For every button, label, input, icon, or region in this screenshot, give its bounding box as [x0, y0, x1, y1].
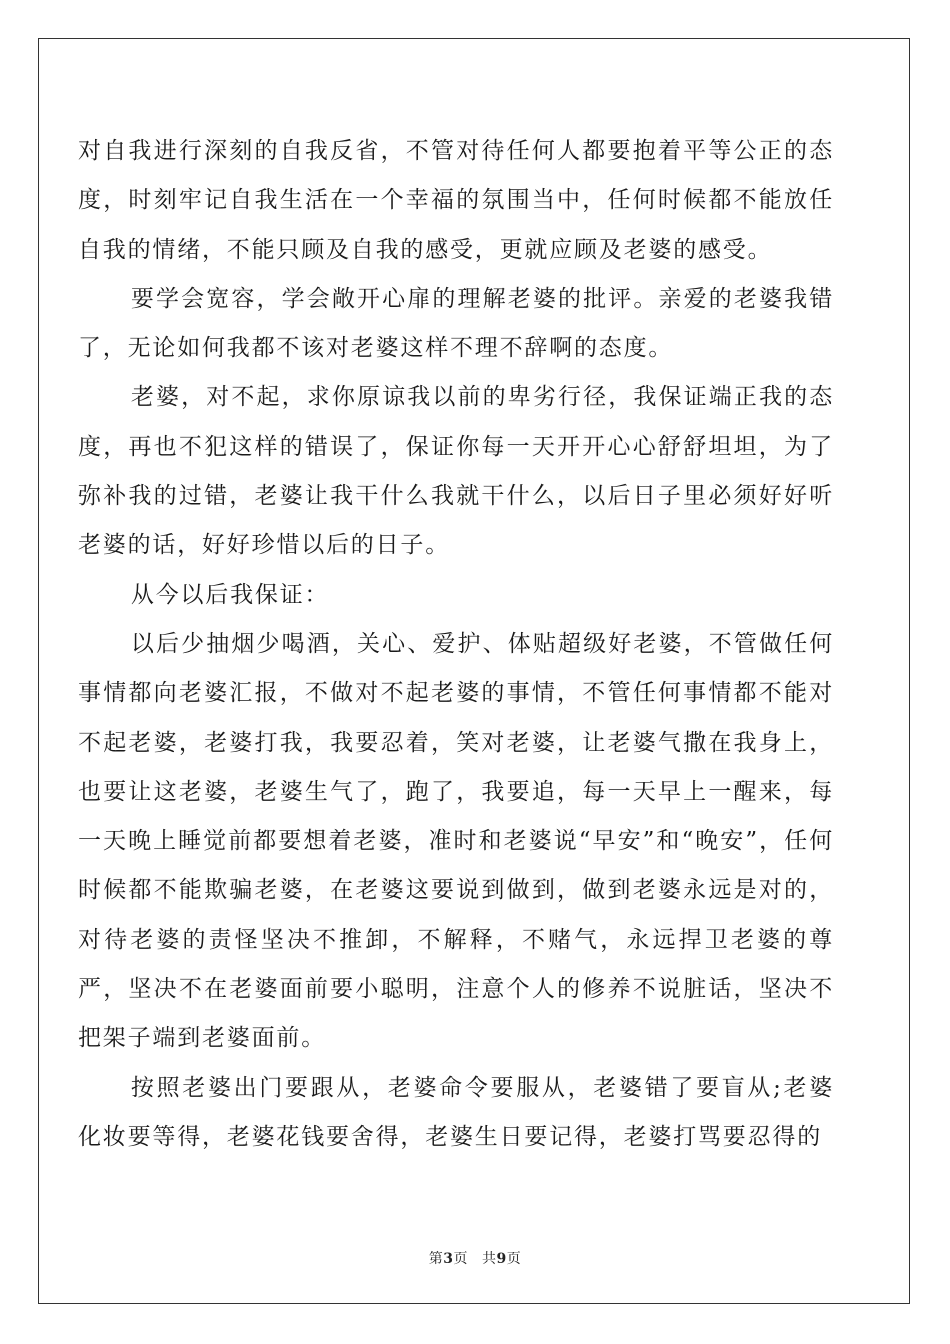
page-number: 第3页	[428, 1251, 468, 1267]
paragraph: 从今以后我保证：	[130, 581, 330, 608]
page-footer	[0, 1248, 950, 1268]
page-total: 共9页	[482, 1251, 522, 1267]
paragraph: 要学会宽容，学会敞开心扉的理解老婆的批评。亲爱的老婆我错了，无论如何我都不该对老婆这样不理不辞啊的态度。	[78, 285, 834, 362]
paragraph: 以后少抽烟少喝酒，关心、爱护、体贴超级好老婆，不管做任何事情都向老婆汇报，不做对不起老婆的事情，不管任何事情都不能对不起老婆，老婆打我，我要忍着，笑对老婆，让老婆气撒在我身上，也要让这老婆，老婆生气了，跑了，我要追，每一天早上一醒来，每一天晚上睡觉前都要想着老婆，准时和老婆说“早安”和“晚安”，任何时候都不能欺骗老婆，在老婆这要说到做到，做到老婆永远是对的，对待老婆的责怪坚决不推卸，不解释，不赌气，永远捍卫老婆的尊严，坚决不在老婆面前要小聪明，注意个人的修养不说脏话，坚决不把架子端到老婆面前。	[78, 630, 834, 1052]
paragraph: 对自我进行深刻的自我反省，不管对待任何人都要抱着平等公正的态度，时刻牢记自我生活在一个幸福的氛围当中，任何时候都不能放任自我的情绪，不能只顾及自我的感受，更就应顾及老婆的感受。	[78, 138, 834, 263]
paragraph: 按照老婆出门要跟从，老婆命令要服从，老婆错了要盲从;老婆化妆要等得，老婆花钱要舍得，老婆生日要记得，老婆打骂要忍得的	[78, 1074, 834, 1150]
paragraph: 老婆，对不起，求你原谅我以前的卑劣行径，我保证端正我的态度，再也不犯这样的错误了，保证你每一天开开心心舒舒坦坦，为了弥补我的过错，老婆让我干什么我就干什么，以后日子里必须好好听老婆的话，好好珍惜以后的日子。	[78, 384, 834, 559]
document-body	[78, 127, 834, 1162]
